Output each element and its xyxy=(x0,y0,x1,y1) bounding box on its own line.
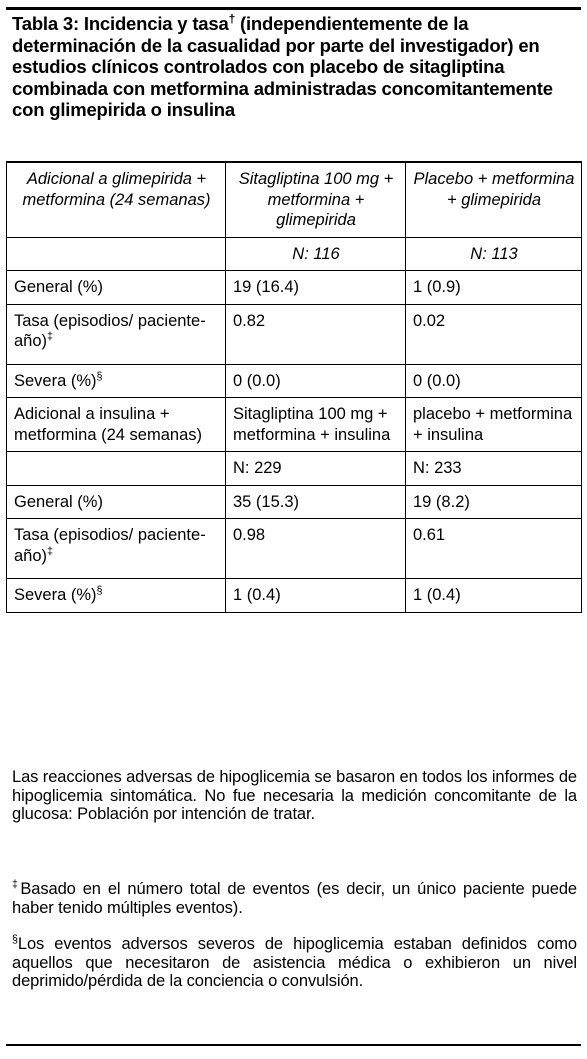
table-title xyxy=(12,13,577,121)
section-mark: § xyxy=(12,933,18,946)
table-header-row-2 xyxy=(7,398,582,452)
footnote-double-dagger xyxy=(12,880,577,917)
table-cell: 1 (0.9) xyxy=(406,271,582,305)
severa-label: Severa (%) xyxy=(14,586,97,604)
table-cell: General (%) xyxy=(7,271,226,305)
footnote-section xyxy=(12,935,577,991)
table-cell: 0 (0.0) xyxy=(406,364,582,398)
table-row xyxy=(7,485,582,519)
table-cell: N: 229 xyxy=(226,452,406,486)
tasa-label: Tasa (episodios/ paciente-año) xyxy=(14,311,206,350)
header-cell: Sitagliptina 100 mg + metformina + glimepirida xyxy=(226,162,406,237)
table-cell xyxy=(7,237,226,271)
bottom-rule xyxy=(6,1044,581,1046)
title-dagger: † xyxy=(228,11,236,26)
section-mark: § xyxy=(96,584,103,597)
top-rule xyxy=(6,7,581,10)
table-header-row xyxy=(7,162,582,237)
header-cell: Placebo + metformina + glimepirida xyxy=(406,162,582,237)
title-text-rest: (independientemente de la determinación de la casualidad por parte del investigador) en estudios clínicos controlados con placebo de sitagliptina combinada con metformina administradas concomitantemente con glimepirida o insulina xyxy=(12,13,553,120)
title-text-start: Tabla 3: Incidencia y tasa xyxy=(12,13,229,34)
double-dagger-mark: ‡ xyxy=(12,878,21,891)
header-cell: Adicional a glimepirida + metformina (24 semanas) xyxy=(7,162,226,237)
n-row xyxy=(7,237,582,271)
table-cell xyxy=(7,364,226,398)
table-cell: General (%) xyxy=(7,485,226,519)
tasa-label: Tasa (episodios/ paciente-año) xyxy=(14,526,206,565)
n-row xyxy=(7,452,582,486)
table-cell xyxy=(7,519,226,579)
table-cell: 0.82 xyxy=(226,304,406,364)
table-cell: 35 (15.3) xyxy=(226,485,406,519)
table-cell xyxy=(7,579,226,613)
table-cell: placebo + metformina + insulina xyxy=(406,398,582,452)
section-mark: § xyxy=(96,370,103,382)
table-row xyxy=(7,271,582,305)
severa-label: Severa (%) xyxy=(14,371,97,390)
table-cell: 1 (0.4) xyxy=(406,579,582,613)
table-cell: N: 116 xyxy=(226,237,406,271)
table-row xyxy=(7,364,582,398)
table-cell xyxy=(7,304,226,364)
table-cell: 19 (8.2) xyxy=(406,485,582,519)
table-cell: Adicional a insulina + metformina (24 semanas) xyxy=(7,398,226,452)
footnote-text: Los eventos adversos severos de hipoglicemia estaban definidos como aquellos que necesitaron de asistencia médica o exhibieron un nivel deprimido/pérdida de la conciencia o convulsión. xyxy=(12,935,577,990)
table-cell: Sitagliptina 100 mg + metformina + insulina xyxy=(226,398,406,452)
table-cell: N: 113 xyxy=(406,237,582,271)
table-cell: N: 233 xyxy=(406,452,582,486)
double-dagger-mark: ‡ xyxy=(47,330,53,343)
table-row xyxy=(7,519,582,579)
table-cell: 0 (0.0) xyxy=(226,364,406,398)
table-cell: 0.02 xyxy=(406,304,582,364)
double-dagger-mark: ‡ xyxy=(47,545,53,557)
table-cell: 0.61 xyxy=(406,519,582,579)
table-row xyxy=(7,579,582,613)
footnote-text: Basado en el número total de eventos (es decir, un único paciente puede haber tenido múltiples eventos). xyxy=(12,880,577,917)
table-cell: 19 (16.4) xyxy=(226,271,406,305)
incidence-table xyxy=(6,161,582,613)
footnote-main: Las reacciones adversas de hipoglicemia se basaron en todos los informes de hipoglicemia sintomática. No fue necesaria la medición concomitante de la glucosa: Población por intención de tratar. xyxy=(12,768,577,823)
table-row xyxy=(7,304,582,364)
table-cell xyxy=(7,452,226,486)
table-cell: 1 (0.4) xyxy=(226,579,406,613)
table-cell: 0.98 xyxy=(226,519,406,579)
